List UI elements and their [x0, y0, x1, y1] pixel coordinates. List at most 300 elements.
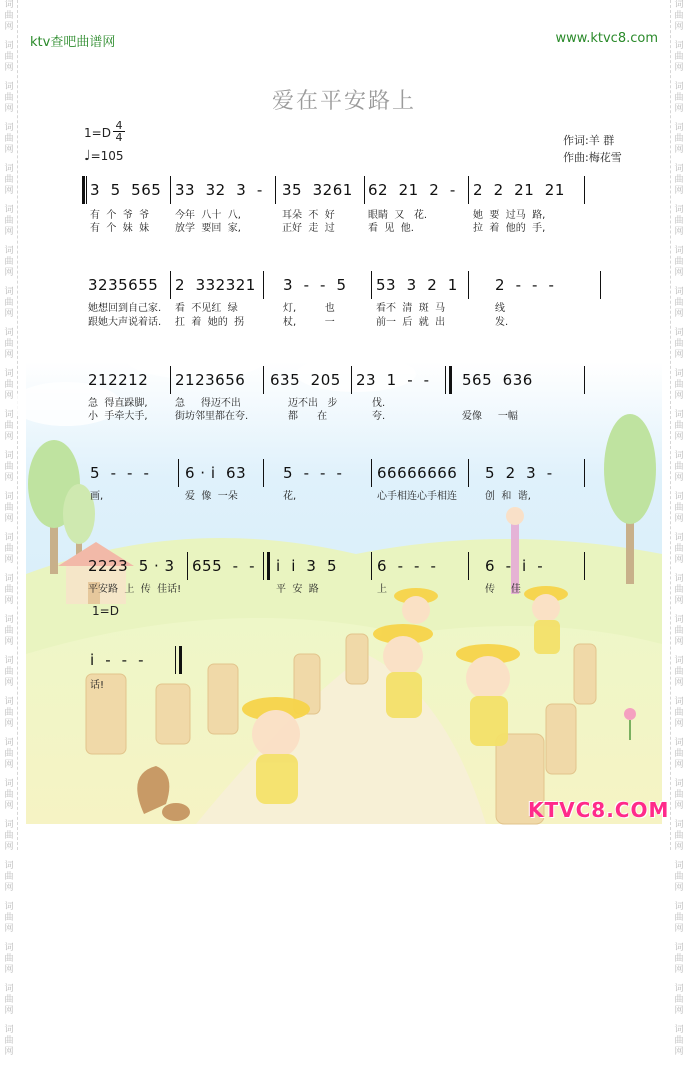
watermark-char: 词 [674, 410, 684, 420]
watermark-char: 词 [4, 533, 14, 543]
barline [600, 271, 601, 299]
lyrics1-r4-m2: 爱 像 一朵 [185, 491, 238, 502]
watermark-gap [671, 279, 687, 287]
watermark-char: 词 [674, 287, 684, 297]
watermark-char: 曲 [4, 708, 14, 718]
watermark-gap [1, 1017, 17, 1025]
lyrics1-r5-m1: 平安路 上 传 佳话! [88, 584, 182, 595]
watermark-gap [671, 320, 687, 328]
watermark-char: 网 [4, 186, 14, 196]
barline [263, 459, 264, 487]
notes-r5-m5: 6 - i - [485, 557, 544, 575]
watermark-char: 曲 [4, 626, 14, 636]
final-barline [175, 646, 176, 674]
watermark-char: 曲 [674, 585, 684, 595]
lyrics1-r1-m2: 今年 八十 八, [175, 210, 241, 221]
notes-r1-m3: 35 3261 [282, 181, 353, 199]
lyrics2-r2-m3: 杖, 一 [283, 317, 335, 328]
watermark-char: 曲 [4, 1036, 14, 1046]
watermark-char: 词 [674, 369, 684, 379]
key-signature: 1=D [84, 126, 111, 140]
lyrics2-r3-m4: 夸. [372, 411, 386, 422]
notes-r1-m2: 33 32 3 - [175, 181, 263, 199]
watermark-char: 网 [674, 391, 684, 401]
watermark-gap [1, 525, 17, 533]
barline [170, 366, 171, 394]
lyrics1-r4-m5: 创 和 谐, [485, 491, 531, 502]
watermark-char: 词 [674, 574, 684, 584]
lyrics1-r2-m1: 她想回到自己家. [88, 303, 162, 314]
watermark-char: 曲 [674, 831, 684, 841]
barline [178, 459, 179, 487]
notes-r3-m1: 212212 [88, 371, 149, 389]
watermark-char: 网 [4, 842, 14, 852]
watermark-char: 词 [674, 1025, 684, 1035]
watermark-char: 网 [674, 473, 684, 483]
watermark-gap [671, 730, 687, 738]
notes-r1-m1: 3 5 565 [90, 181, 162, 199]
watermark-char: 网 [4, 268, 14, 278]
key-change-marking: 1=D [92, 604, 119, 618]
repeat-barline [445, 366, 446, 394]
notes-r5-m4: 6 - - - [377, 557, 437, 575]
watermark-char: 网 [4, 309, 14, 319]
watermark-char: 词 [674, 779, 684, 789]
watermark-char: 曲 [4, 134, 14, 144]
watermark-char: 词 [674, 123, 684, 133]
lyrics1-r1-m5: 她 要 过马 路, [473, 210, 546, 221]
lyrics1-r3-m3: 迈不出 步 [288, 398, 338, 409]
repeat-barline [267, 552, 270, 580]
watermark-char: 词 [4, 820, 14, 830]
watermark-gap [671, 894, 687, 902]
watermark-char: 网 [4, 596, 14, 606]
watermark-char: 词 [674, 820, 684, 830]
watermark-char: 曲 [4, 380, 14, 390]
watermark-gap [671, 156, 687, 164]
lyrics2-r2-m4: 前一 后 就 出 [376, 317, 446, 328]
watermark-char: 网 [674, 924, 684, 934]
watermark-char: 网 [4, 801, 14, 811]
ktvc8-logo: KTVC8.COM [528, 798, 670, 822]
watermark-char: 词 [674, 0, 684, 10]
watermark-char: 词 [4, 287, 14, 297]
watermark-char: 词 [674, 328, 684, 338]
lyrics2-r1-m1: 有 个 妹 妹 [90, 223, 150, 234]
lyrics1-r5-m5: 传 佳 [485, 584, 521, 595]
watermark-gap [671, 197, 687, 205]
time-signature-top: 4 [115, 119, 123, 132]
barline [371, 552, 372, 580]
repeat-barline [449, 366, 452, 394]
lyrics1-r6-m1: 话! [90, 680, 105, 691]
watermark-char: 词 [674, 656, 684, 666]
notes-r1-m4: 62 21 2 - [368, 181, 456, 199]
watermark-char: 网 [4, 104, 14, 114]
watermark-char: 曲 [4, 503, 14, 513]
watermark-char: 网 [4, 432, 14, 442]
watermark-gap [1, 935, 17, 943]
tempo-marking [84, 148, 124, 164]
watermark-char: 曲 [4, 913, 14, 923]
watermark-char: 网 [674, 555, 684, 565]
watermark-gap [1, 443, 17, 451]
lyrics1-r4-m4: 心手相连心手相连 [377, 491, 457, 502]
watermark-char: 网 [4, 1047, 14, 1057]
lyrics2-r3-m2: 街坊邻里都在夸. [175, 411, 249, 422]
lyrics1-r4-m3: 花, [283, 491, 297, 502]
watermark-char: 曲 [674, 11, 684, 21]
watermark-char: 曲 [674, 503, 684, 513]
watermark-char: 词 [674, 82, 684, 92]
lyrics2-r3-m5: 爱像 一幅 [462, 411, 518, 422]
watermark-gap [1, 115, 17, 123]
watermark-char: 曲 [4, 257, 14, 267]
watermark-char: 曲 [674, 216, 684, 226]
barline [351, 366, 352, 394]
watermark-char: 词 [674, 697, 684, 707]
watermark-char: 曲 [4, 749, 14, 759]
watermark-char: 网 [674, 514, 684, 524]
lyrics1-r3-m2: 急 得迈不出 [175, 398, 241, 409]
watermark-gap [671, 812, 687, 820]
barline [364, 176, 365, 204]
tempo-value: =105 [90, 149, 124, 163]
watermark-char: 曲 [4, 52, 14, 62]
barline [371, 271, 372, 299]
notes-r3-m5: 565 636 [462, 371, 533, 389]
watermark-gap [1, 320, 17, 328]
notes-r3-m4: 23 1 - - [356, 371, 430, 389]
notes-r3-m3: 635 205 [270, 371, 341, 389]
lyrics1-r2-m3: 灯, 也 [283, 303, 335, 314]
watermark-char: 曲 [4, 175, 14, 185]
watermark-char: 曲 [674, 175, 684, 185]
watermark-char: 词 [4, 205, 14, 215]
watermark-char: 曲 [4, 216, 14, 226]
watermark-gap [1, 730, 17, 738]
notes-r5-m1: 2223 5 · 3 [88, 557, 175, 575]
watermark-char: 网 [674, 104, 684, 114]
lyrics2-r3-m1: 小 手牵大手, [88, 411, 148, 422]
watermark-char: 曲 [674, 1036, 684, 1046]
barline [170, 176, 171, 204]
watermark-gap [671, 361, 687, 369]
notes-r4-m3: 5 - - - [283, 464, 343, 482]
watermark-gap [671, 402, 687, 410]
watermark-gap [1, 894, 17, 902]
lyrics1-r1-m4: 眼睛 又 花. [368, 210, 428, 221]
barline [86, 176, 87, 204]
notes-r6-m1: i - - - [90, 651, 145, 669]
notes-r2-m5: 2 - - - [495, 276, 555, 294]
watermark-char: 词 [4, 574, 14, 584]
watermark-char: 词 [4, 861, 14, 871]
watermark-char: 网 [4, 555, 14, 565]
watermark-char: 曲 [674, 667, 684, 677]
time-signature-bottom: 4 [113, 131, 125, 143]
watermark-char: 曲 [674, 93, 684, 103]
lyrics2-r2-m1: 跟她大声说着话. [88, 317, 162, 328]
watermark-char: 网 [4, 924, 14, 934]
watermark-char: 网 [4, 22, 14, 32]
watermark-char: 曲 [4, 339, 14, 349]
lyrics2-r2-m5: 发. [495, 317, 509, 328]
site-name-left[interactable]: ktv查吧曲谱网 [30, 35, 116, 50]
watermark-char: 网 [674, 596, 684, 606]
notes-r2-m2: 2 332321 [175, 276, 256, 294]
watermark-char: 词 [4, 0, 14, 10]
watermark-gap [1, 279, 17, 287]
lyrics1-r5-m3: 平 安 路 [276, 584, 319, 595]
lyrics2-r2-m2: 扛 着 她的 拐 [175, 317, 245, 328]
watermark-char: 网 [4, 637, 14, 647]
watermark-char: 网 [674, 145, 684, 155]
lyrics2-r1-m3: 正好 走 过 [282, 223, 335, 234]
watermark-gap [671, 566, 687, 574]
watermark-char: 曲 [4, 11, 14, 21]
watermark-gap [671, 525, 687, 533]
barline [275, 176, 276, 204]
watermark-gap [1, 566, 17, 574]
watermark-char: 曲 [4, 831, 14, 841]
watermark-char: 曲 [674, 872, 684, 882]
watermark-char: 曲 [4, 93, 14, 103]
watermark-gap [1, 74, 17, 82]
watermark-char: 词 [4, 656, 14, 666]
background-illustration [26, 54, 662, 824]
watermark-gap [1, 976, 17, 984]
watermark-char: 曲 [4, 954, 14, 964]
watermark-char: 词 [674, 738, 684, 748]
watermark-char: 词 [674, 164, 684, 174]
watermark-char: 网 [4, 965, 14, 975]
watermark-char: 网 [4, 760, 14, 770]
watermark-gap [1, 853, 17, 861]
watermark-char: 词 [4, 615, 14, 625]
notes-r4-m5: 5 2 3 - [485, 464, 553, 482]
song-title: 爱在平安路上 [271, 89, 416, 114]
watermark-char: 网 [4, 1006, 14, 1016]
watermark-char: 曲 [4, 421, 14, 431]
watermark-char: 词 [4, 1025, 14, 1035]
barline [468, 459, 469, 487]
watermark-char: 曲 [674, 913, 684, 923]
watermark-char: 网 [4, 883, 14, 893]
watermark-char: 网 [674, 268, 684, 278]
watermark-char: 词 [4, 41, 14, 51]
notes-r1-m5: 2 2 21 21 [473, 181, 565, 199]
watermark-char: 词 [4, 246, 14, 256]
lyrics1-r5-m4: 上 [377, 584, 387, 595]
watermark-gap [671, 689, 687, 697]
watermark-char: 网 [674, 719, 684, 729]
watermark-gap [1, 1058, 17, 1066]
notes-r4-m4: 66666666 [377, 464, 458, 482]
lyrics1-r1-m3: 耳朵 不 好 [282, 210, 335, 221]
lyrics1-r2-m2: 看 不见红 绿 [175, 303, 238, 314]
watermark-char: 曲 [674, 790, 684, 800]
watermark-char: 词 [674, 205, 684, 215]
watermark-gap [671, 771, 687, 779]
watermark-gap [671, 115, 687, 123]
watermark-char: 网 [674, 350, 684, 360]
watermark-char: 网 [674, 842, 684, 852]
watermark-char: 网 [674, 637, 684, 647]
watermark-gap [1, 238, 17, 246]
watermark-char: 网 [4, 514, 14, 524]
watermark-char: 词 [674, 984, 684, 994]
watermark-char: 曲 [674, 380, 684, 390]
barline [263, 271, 264, 299]
watermark-gap [1, 648, 17, 656]
notes-r2-m3: 3 - - 5 [283, 276, 347, 294]
barline [170, 271, 171, 299]
barline [468, 271, 469, 299]
watermark-char: 曲 [4, 995, 14, 1005]
barline [371, 459, 372, 487]
watermark-char: 词 [674, 861, 684, 871]
right-watermark-strip [670, 0, 687, 1057]
watermark-char: 曲 [674, 339, 684, 349]
barline [584, 366, 585, 394]
watermark-gap [1, 771, 17, 779]
site-url-right[interactable]: www.ktvc8.com [555, 31, 658, 46]
watermark-char: 词 [674, 902, 684, 912]
watermark-char: 曲 [4, 298, 14, 308]
watermark-gap [1, 484, 17, 492]
watermark-char: 网 [674, 227, 684, 237]
watermark-char: 网 [674, 309, 684, 319]
watermark-gap [671, 443, 687, 451]
watermark-char: 词 [4, 328, 14, 338]
watermark-char: 网 [674, 760, 684, 770]
notes-r3-m2: 2123656 [175, 371, 246, 389]
watermark-gap [671, 1017, 687, 1025]
lyrics1-r2-m5: 线 [495, 303, 505, 314]
watermark-char: 曲 [674, 749, 684, 759]
watermark-char: 词 [4, 984, 14, 994]
barline [584, 176, 585, 204]
watermark-gap [671, 935, 687, 943]
lyrics2-r3-m3: 都 在 [288, 411, 328, 422]
lyrics1-r1-m1: 有 个 爷 爷 [90, 210, 150, 221]
watermark-char: 网 [674, 22, 684, 32]
watermark-char: 词 [4, 943, 14, 953]
watermark-char: 曲 [4, 544, 14, 554]
watermark-char: 词 [674, 943, 684, 953]
watermark-char: 网 [674, 1047, 684, 1057]
watermark-char: 网 [674, 432, 684, 442]
watermark-char: 词 [4, 902, 14, 912]
notes-r4-m1: 5 - - - [90, 464, 150, 482]
watermark-char: 网 [674, 186, 684, 196]
watermark-gap [671, 238, 687, 246]
time-signature [113, 120, 125, 143]
barline [468, 552, 469, 580]
watermark-gap [671, 648, 687, 656]
watermark-char: 曲 [674, 626, 684, 636]
barline [584, 459, 585, 487]
watermark-char: 词 [674, 533, 684, 543]
watermark-char: 词 [674, 492, 684, 502]
watermark-gap [1, 607, 17, 615]
watermark-gap [671, 33, 687, 41]
watermark-char: 网 [674, 1006, 684, 1016]
watermark-char: 词 [4, 164, 14, 174]
lyrics1-r2-m4: 看不 清 斑 马 [376, 303, 446, 314]
watermark-char: 词 [674, 41, 684, 51]
watermark-gap [1, 33, 17, 41]
watermark-char: 词 [4, 738, 14, 748]
left-watermark-strip [1, 0, 18, 1057]
barline [468, 176, 469, 204]
composer-credit: 作曲:梅花雪 [563, 151, 622, 164]
watermark-char: 网 [674, 965, 684, 975]
watermark-char: 曲 [4, 790, 14, 800]
watermark-char: 词 [4, 82, 14, 92]
watermark-char: 网 [4, 227, 14, 237]
watermark-gap [671, 853, 687, 861]
watermark-char: 曲 [674, 421, 684, 431]
final-barline [179, 646, 182, 674]
watermark-char: 网 [674, 678, 684, 688]
notes-r2-m1: 3235655 [88, 276, 159, 294]
barline [263, 366, 264, 394]
lyrics1-r3-m1: 急 得直跺脚, [88, 398, 148, 409]
repeat-barline [263, 552, 264, 580]
watermark-char: 词 [4, 492, 14, 502]
watermark-gap [1, 689, 17, 697]
lyrics1-r3-m4: 伐. [372, 398, 386, 409]
watermark-char: 曲 [674, 257, 684, 267]
watermark-char: 网 [4, 473, 14, 483]
lyrics1-r4-m1: 画, [90, 491, 104, 502]
watermark-char: 词 [4, 451, 14, 461]
notes-r5-m3: i i 3 5 [276, 557, 338, 575]
watermark-char: 网 [674, 63, 684, 73]
watermark-char: 曲 [674, 298, 684, 308]
watermark-char: 词 [4, 369, 14, 379]
notes-r5-m2: 655 - - [192, 557, 256, 575]
watermark-char: 词 [674, 246, 684, 256]
lyrics2-r1-m2: 放学 要回 家, [175, 223, 241, 234]
watermark-char: 曲 [674, 544, 684, 554]
watermark-char: 网 [4, 350, 14, 360]
watermark-gap [671, 607, 687, 615]
watermark-char: 词 [674, 451, 684, 461]
watermark-gap [1, 156, 17, 164]
watermark-gap [1, 812, 17, 820]
watermark-char: 曲 [674, 462, 684, 472]
watermark-char: 词 [4, 697, 14, 707]
lyricist-credit: 作词:羊 群 [563, 134, 615, 147]
quarter-note-icon: ♩ [84, 148, 91, 164]
notes-r2-m4: 53 3 2 1 [376, 276, 458, 294]
watermark-gap [1, 361, 17, 369]
watermark-gap [671, 1058, 687, 1066]
notes-r4-m2: 6 · i 63 [185, 464, 247, 482]
watermark-char: 网 [4, 145, 14, 155]
watermark-char: 曲 [674, 954, 684, 964]
watermark-char: 曲 [4, 462, 14, 472]
watermark-char: 网 [4, 63, 14, 73]
watermark-char: 词 [674, 615, 684, 625]
barline [584, 552, 585, 580]
watermark-char: 曲 [674, 134, 684, 144]
watermark-char: 网 [4, 719, 14, 729]
watermark-char: 词 [4, 410, 14, 420]
